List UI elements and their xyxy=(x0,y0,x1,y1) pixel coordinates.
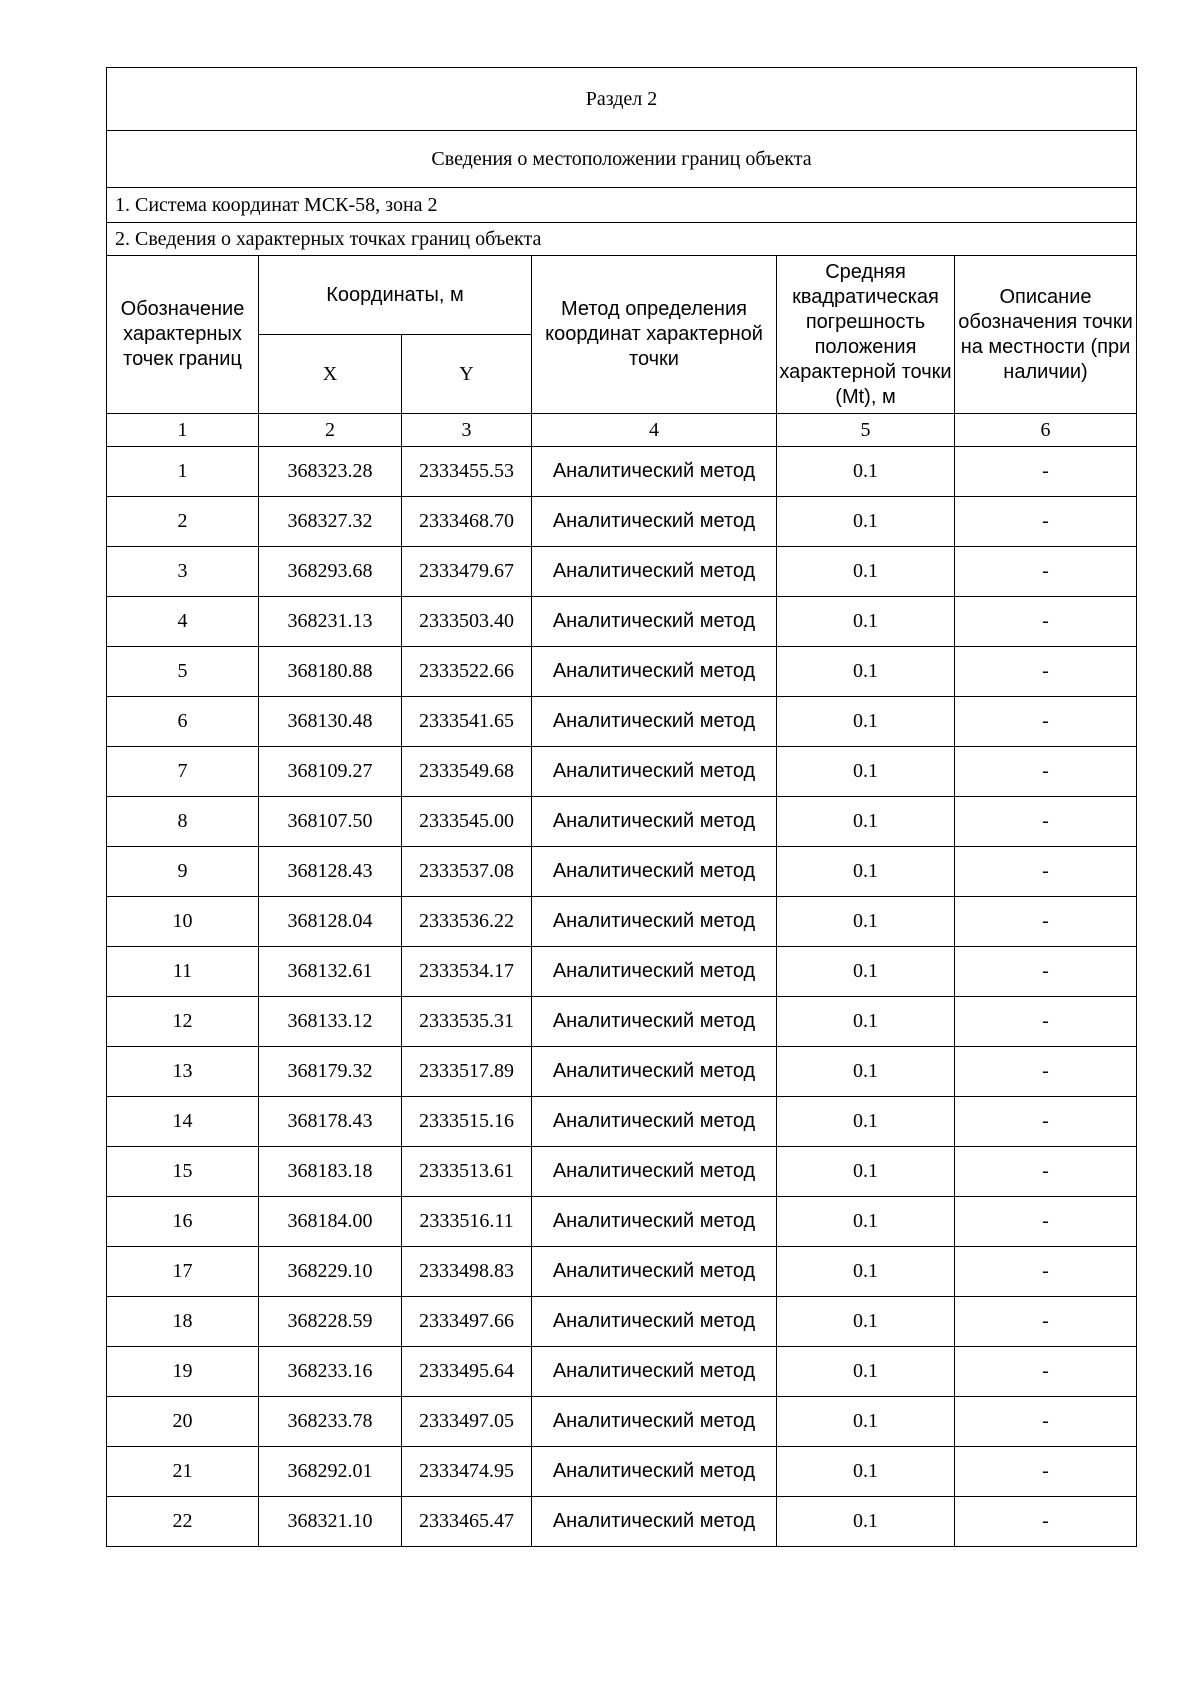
cell-y: 2333495.64 xyxy=(402,1347,532,1397)
cell-point-number: 14 xyxy=(107,1097,259,1147)
table-row xyxy=(107,1447,1137,1497)
cell-x: 368180.88 xyxy=(259,647,402,697)
column-number: 1 xyxy=(107,414,259,447)
points-info-heading: 2. Сведения о характерных точках границ объекта xyxy=(107,223,1137,256)
cell-description: - xyxy=(955,1397,1137,1447)
cell-method: Аналитический метод xyxy=(532,697,777,747)
cell-method: Аналитический метод xyxy=(532,647,777,697)
cell-point-number: 10 xyxy=(107,897,259,947)
cell-method: Аналитический метод xyxy=(532,447,777,497)
cell-point-number: 12 xyxy=(107,997,259,1047)
cell-y: 2333474.95 xyxy=(402,1447,532,1497)
cell-point-number: 22 xyxy=(107,1497,259,1547)
table-row xyxy=(107,547,1137,597)
header-description: Описание обозначения точки на местности (при наличии) xyxy=(955,256,1137,414)
cell-x: 368107.50 xyxy=(259,797,402,847)
table-row xyxy=(107,1047,1137,1097)
cell-description: - xyxy=(955,1147,1137,1197)
cell-y: 2333455.53 xyxy=(402,447,532,497)
cell-description: - xyxy=(955,1497,1137,1547)
cell-x: 368184.00 xyxy=(259,1197,402,1247)
cell-y: 2333503.40 xyxy=(402,597,532,647)
cell-mt: 0.1 xyxy=(777,747,955,797)
cell-x: 368132.61 xyxy=(259,947,402,997)
cell-point-number: 20 xyxy=(107,1397,259,1447)
cell-mt: 0.1 xyxy=(777,1397,955,1447)
table-row xyxy=(107,1097,1137,1147)
cell-y: 2333468.70 xyxy=(402,497,532,547)
cell-x: 368130.48 xyxy=(259,697,402,747)
cell-point-number: 5 xyxy=(107,647,259,697)
cell-x: 368109.27 xyxy=(259,747,402,797)
cell-mt: 0.1 xyxy=(777,1047,955,1097)
cell-x: 368183.18 xyxy=(259,1147,402,1197)
section-subtitle: Сведения о местоположении границ объекта xyxy=(107,131,1137,188)
cell-mt: 0.1 xyxy=(777,797,955,847)
cell-y: 2333465.47 xyxy=(402,1497,532,1547)
cell-y: 2333534.17 xyxy=(402,947,532,997)
column-number: 4 xyxy=(532,414,777,447)
cell-mt: 0.1 xyxy=(777,1197,955,1247)
cell-y: 2333549.68 xyxy=(402,747,532,797)
header-method: Метод определения координат характерной точки xyxy=(532,256,777,414)
cell-description: - xyxy=(955,847,1137,897)
table-row xyxy=(107,997,1137,1047)
cell-mt: 0.1 xyxy=(777,1447,955,1497)
cell-point-number: 21 xyxy=(107,1447,259,1497)
cell-description: - xyxy=(955,897,1137,947)
table-row xyxy=(107,1397,1137,1447)
coordinate-system: 1. Система координат МСК-58, зона 2 xyxy=(107,188,1137,223)
table-row xyxy=(107,1197,1137,1247)
table-row xyxy=(107,697,1137,747)
cell-y: 2333513.61 xyxy=(402,1147,532,1197)
cell-method: Аналитический метод xyxy=(532,1497,777,1547)
cell-description: - xyxy=(955,597,1137,647)
cell-description: - xyxy=(955,447,1137,497)
column-numbers-row xyxy=(107,414,1137,447)
cell-point-number: 4 xyxy=(107,597,259,647)
cell-point-number: 3 xyxy=(107,547,259,597)
cell-method: Аналитический метод xyxy=(532,1447,777,1497)
table-row xyxy=(107,1297,1137,1347)
header-x: X xyxy=(259,335,402,414)
cell-method: Аналитический метод xyxy=(532,1347,777,1397)
cell-point-number: 6 xyxy=(107,697,259,747)
cell-description: - xyxy=(955,547,1137,597)
cell-description: - xyxy=(955,747,1137,797)
cell-x: 368233.16 xyxy=(259,1347,402,1397)
cell-method: Аналитический метод xyxy=(532,897,777,947)
cell-x: 368233.78 xyxy=(259,1397,402,1447)
cell-y: 2333498.83 xyxy=(402,1247,532,1297)
cell-description: - xyxy=(955,1297,1137,1347)
table-row xyxy=(107,647,1137,697)
table-row xyxy=(107,797,1137,847)
cell-method: Аналитический метод xyxy=(532,947,777,997)
cell-y: 2333517.89 xyxy=(402,1047,532,1097)
header-error: Средняя квадратическая погрешность положения характерной точки (Mt), м xyxy=(777,256,955,414)
cell-method: Аналитический метод xyxy=(532,597,777,647)
cell-point-number: 9 xyxy=(107,847,259,897)
section-title: Раздел 2 xyxy=(107,68,1137,131)
table-row xyxy=(107,747,1137,797)
cell-point-number: 19 xyxy=(107,1347,259,1397)
cell-method: Аналитический метод xyxy=(532,497,777,547)
cell-y: 2333516.11 xyxy=(402,1197,532,1247)
cell-x: 368229.10 xyxy=(259,1247,402,1297)
cell-x: 368323.28 xyxy=(259,447,402,497)
boundary-points-table xyxy=(106,67,1137,1547)
cell-x: 368293.68 xyxy=(259,547,402,597)
cell-method: Аналитический метод xyxy=(532,1047,777,1097)
cell-method: Аналитический метод xyxy=(532,547,777,597)
column-number: 6 xyxy=(955,414,1137,447)
cell-mt: 0.1 xyxy=(777,497,955,547)
table-row xyxy=(107,447,1137,497)
cell-mt: 0.1 xyxy=(777,1347,955,1397)
cell-y: 2333515.16 xyxy=(402,1097,532,1147)
column-number: 3 xyxy=(402,414,532,447)
table-row xyxy=(107,897,1137,947)
table-row xyxy=(107,597,1137,647)
cell-y: 2333497.66 xyxy=(402,1297,532,1347)
cell-method: Аналитический метод xyxy=(532,997,777,1047)
cell-method: Аналитический метод xyxy=(532,847,777,897)
cell-x: 368178.43 xyxy=(259,1097,402,1147)
cell-mt: 0.1 xyxy=(777,597,955,647)
cell-method: Аналитический метод xyxy=(532,747,777,797)
header-coordinates: Координаты, м xyxy=(259,256,532,335)
cell-point-number: 8 xyxy=(107,797,259,847)
cell-y: 2333537.08 xyxy=(402,847,532,897)
cell-description: - xyxy=(955,997,1137,1047)
cell-mt: 0.1 xyxy=(777,847,955,897)
cell-point-number: 2 xyxy=(107,497,259,547)
cell-point-number: 16 xyxy=(107,1197,259,1247)
cell-mt: 0.1 xyxy=(777,997,955,1047)
cell-x: 368128.43 xyxy=(259,847,402,897)
cell-point-number: 17 xyxy=(107,1247,259,1297)
cell-mt: 0.1 xyxy=(777,1097,955,1147)
cell-description: - xyxy=(955,497,1137,547)
cell-mt: 0.1 xyxy=(777,897,955,947)
cell-y: 2333479.67 xyxy=(402,547,532,597)
cell-mt: 0.1 xyxy=(777,647,955,697)
cell-description: - xyxy=(955,1047,1137,1097)
cell-point-number: 1 xyxy=(107,447,259,497)
cell-y: 2333522.66 xyxy=(402,647,532,697)
cell-method: Аналитический метод xyxy=(532,1247,777,1297)
cell-description: - xyxy=(955,1097,1137,1147)
cell-point-number: 15 xyxy=(107,1147,259,1197)
table-row xyxy=(107,1347,1137,1397)
cell-x: 368179.32 xyxy=(259,1047,402,1097)
column-number: 5 xyxy=(777,414,955,447)
cell-x: 368231.13 xyxy=(259,597,402,647)
cell-description: - xyxy=(955,1347,1137,1397)
cell-point-number: 7 xyxy=(107,747,259,797)
table-row xyxy=(107,1147,1137,1197)
cell-mt: 0.1 xyxy=(777,947,955,997)
cell-mt: 0.1 xyxy=(777,1247,955,1297)
cell-method: Аналитический метод xyxy=(532,1097,777,1147)
cell-mt: 0.1 xyxy=(777,1297,955,1347)
cell-mt: 0.1 xyxy=(777,547,955,597)
cell-description: - xyxy=(955,797,1137,847)
cell-method: Аналитический метод xyxy=(532,1297,777,1347)
cell-description: - xyxy=(955,1197,1137,1247)
table-row xyxy=(107,1497,1137,1547)
cell-x: 368327.32 xyxy=(259,497,402,547)
header-y: Y xyxy=(402,335,532,414)
cell-method: Аналитический метод xyxy=(532,1397,777,1447)
cell-point-number: 13 xyxy=(107,1047,259,1097)
cell-description: - xyxy=(955,1447,1137,1497)
cell-description: - xyxy=(955,697,1137,747)
cell-mt: 0.1 xyxy=(777,1147,955,1197)
cell-y: 2333497.05 xyxy=(402,1397,532,1447)
cell-x: 368133.12 xyxy=(259,997,402,1047)
cell-x: 368321.10 xyxy=(259,1497,402,1547)
cell-point-number: 11 xyxy=(107,947,259,997)
cell-x: 368292.01 xyxy=(259,1447,402,1497)
cell-y: 2333545.00 xyxy=(402,797,532,847)
table-row xyxy=(107,847,1137,897)
cell-description: - xyxy=(955,947,1137,997)
cell-description: - xyxy=(955,1247,1137,1297)
cell-method: Аналитический метод xyxy=(532,1197,777,1247)
cell-mt: 0.1 xyxy=(777,1497,955,1547)
cell-y: 2333536.22 xyxy=(402,897,532,947)
cell-mt: 0.1 xyxy=(777,697,955,747)
column-number: 2 xyxy=(259,414,402,447)
cell-x: 368228.59 xyxy=(259,1297,402,1347)
cell-method: Аналитический метод xyxy=(532,1147,777,1197)
cell-point-number: 18 xyxy=(107,1297,259,1347)
table-row xyxy=(107,1247,1137,1297)
cell-description: - xyxy=(955,647,1137,697)
cell-x: 368128.04 xyxy=(259,897,402,947)
cell-method: Аналитический метод xyxy=(532,797,777,847)
table-row xyxy=(107,497,1137,547)
cell-mt: 0.1 xyxy=(777,447,955,497)
table-row xyxy=(107,947,1137,997)
header-designation: Обозначение характерных точек границ xyxy=(107,256,259,414)
cell-y: 2333535.31 xyxy=(402,997,532,1047)
cell-y: 2333541.65 xyxy=(402,697,532,747)
